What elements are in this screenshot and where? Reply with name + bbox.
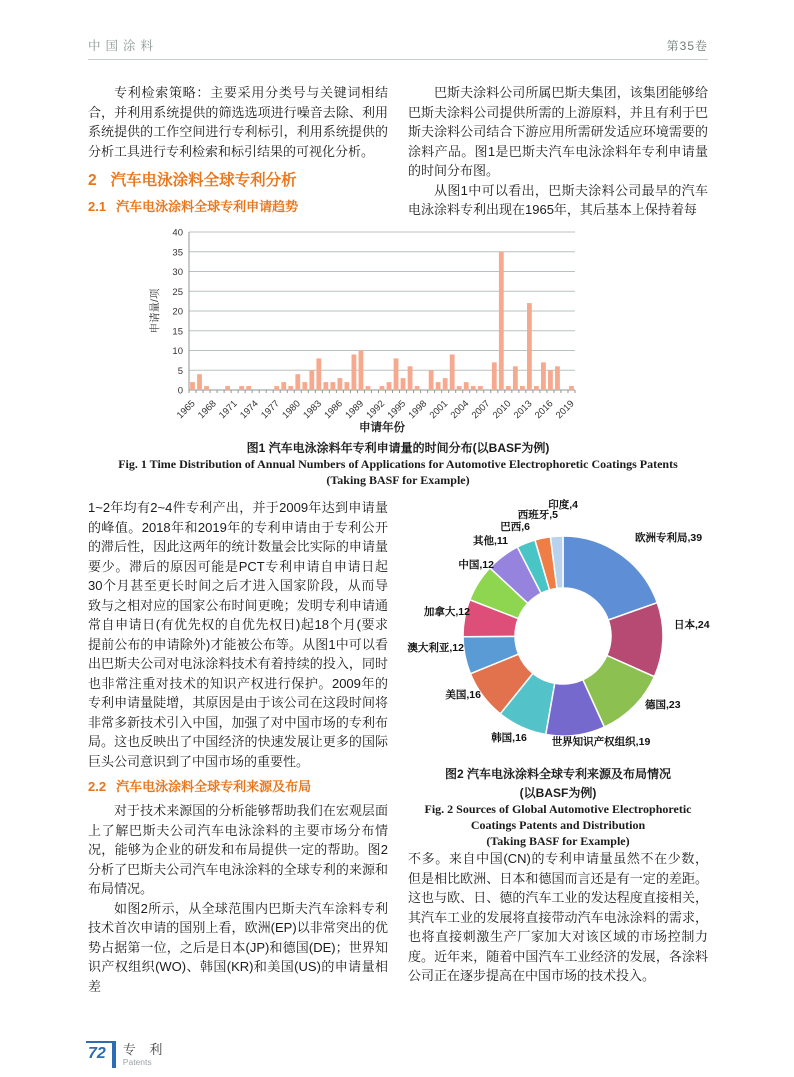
bar-2010 <box>506 386 511 390</box>
x-axis-title: 申请年份 <box>359 422 405 434</box>
fig1-intro-paragraph: 从图1中可以看出，巴斯夫涂料公司最早的汽车电泳涂料专利出现在1965年，其后基本上保持着每 <box>408 182 708 217</box>
section-2-1-heading <box>88 198 388 216</box>
x-tick-label: 2016 <box>532 398 556 422</box>
y-tick-label: 20 <box>172 306 183 318</box>
source-paragraph-1: 对于技术来源国的分析能够帮助我们在宏观层面上了解巴斯夫公司汽车电泳涂料的主要市场分布情况，能够为企业的研发和布局提供一定的帮助。图2分析了巴斯夫公司汽车电泳涂料的全球专利的来源和布局情况。 <box>88 803 388 896</box>
x-tick-label: 2004 <box>448 398 472 422</box>
section-2-2-heading <box>88 778 388 796</box>
bar-2008 <box>492 362 497 390</box>
bar-1995 <box>401 378 406 390</box>
footer-section-zh: 专 利 <box>122 1042 168 1057</box>
donut-label-7: 加拿大,12 <box>423 606 470 618</box>
right-column-bottom <box>408 498 708 996</box>
bottom-two-columns <box>88 498 708 996</box>
section-2-1-title: 汽车电泳涂料全球专利申请趋势 <box>116 199 299 214</box>
bar-1967 <box>204 386 209 390</box>
x-tick-label: 1986 <box>322 398 346 422</box>
bar-1990 <box>366 386 371 390</box>
x-tick-label: 1980 <box>280 398 303 422</box>
section-2-2-number: 2.2 <box>88 779 107 794</box>
fig2-captions <box>408 766 708 849</box>
section-2-2-title: 汽车电泳涂料全球专利来源及布局 <box>116 779 312 794</box>
bar-1981 <box>302 382 307 390</box>
bar-2000 <box>436 382 441 390</box>
fig2-caption-zh-2: (以BASF为例) <box>519 786 597 800</box>
figure-1 <box>88 225 708 488</box>
y-tick-label: 0 <box>177 385 183 397</box>
x-tick-label: 1992 <box>364 398 388 422</box>
right-column-top <box>408 83 708 221</box>
bar-2001 <box>443 378 448 390</box>
bar-2013 <box>527 303 532 390</box>
bar-1989 <box>359 351 364 391</box>
page-content <box>88 36 708 996</box>
x-tick-label: 2019 <box>553 398 577 422</box>
bar-1965 <box>190 382 195 390</box>
bar-1982 <box>309 370 314 390</box>
donut-label-0: 欧洲专利局,39 <box>635 532 703 544</box>
footer-section-label <box>123 1041 168 1067</box>
donut-label-1: 日本,24 <box>674 619 710 631</box>
bar-1996 <box>408 366 413 390</box>
x-tick-label: 1968 <box>195 398 219 422</box>
y-tick-label: 15 <box>172 326 183 338</box>
basf-paragraph: 巴斯夫涂料公司所属巴斯夫集团，该集团能够给巴斯夫涂料公司提供所需的上游原料，并且有利于巴斯夫涂料公司结合下游应用所需研发适应环境需要的涂料产品。图1是巴斯夫汽车电泳涂料年专利申请量的时间分布图。 <box>408 85 708 178</box>
bar-2004 <box>464 382 469 390</box>
x-tick-label: 1995 <box>385 398 409 422</box>
bar-2009 <box>499 252 504 390</box>
bar-2019 <box>569 386 574 390</box>
fig2-caption-en-3: (Taking BASF for Example) <box>486 834 630 848</box>
bar-1999 <box>429 370 434 390</box>
donut-label-5: 美国,16 <box>445 689 481 701</box>
bar-1988 <box>352 354 357 390</box>
x-tick-label: 1971 <box>217 398 240 422</box>
fig1-caption-zh: 图1 汽车电泳涂料年专利申请量的时间分布(以BASF为例) <box>246 441 550 455</box>
trend-continuation-paragraph: 1~2年均有2~4件专利产出，并于2009年达到申请量的峰值。2018年和2019年的专利申请由于专利公开的滞后性，因此这两年的统计数量会比实际的申请量要少。滞后的原因可能是PCT专利申请自申请日起30个月甚至更长时间之后才进入国家阶段，从而导致与之相对应的国家公布时间更晚；发明专利申请通常自申请日(有优先权的自优先权日)起18个月(要求提前公布的申请除外)才能被公布等。从图1中可以看出巴斯夫公司对电泳涂料技术有着持续的投入，同时也非常注重对技术的知识产权进行保护。2009年的专利申请量陡增，其原因是由于该公司在这段时间将非常多新技术引入中国，加强了对中国市场的专利布局。这也反映出了中国经济的快速发展让更多的国际巨头公司意识到了中国市场的重要性。 <box>88 500 388 769</box>
bar-1983 <box>316 358 321 390</box>
x-tick-label: 1989 <box>343 398 367 422</box>
donut-label-11: 西班牙,5 <box>517 509 558 521</box>
bar-2003 <box>457 386 462 390</box>
y-tick-label: 10 <box>172 346 183 357</box>
bar-1980 <box>295 374 300 390</box>
source-continuation-paragraph: 不多。来自中国(CN)的专利申请量虽然不在少数，但是相比欧洲、日本和德国而言还是有一定的差距。这也与欧、日、德的汽车工业的发达程度直接相关，其汽车工业的发展将直接带动汽车电泳涂料的需求，也将直接刺激生产厂家加大对该区域的市场控制力度。近年来，随着中国汽车工业经济的发展，各涂料公司正在逐步提高在中国市场的技术投入。 <box>408 851 708 983</box>
bar-1972 <box>239 386 244 390</box>
bar-2017 <box>555 366 560 390</box>
bar-2015 <box>541 362 546 390</box>
y-tick-label: 25 <box>172 286 183 298</box>
bar-1978 <box>281 382 286 390</box>
bar-1966 <box>197 374 202 390</box>
bar-1994 <box>394 358 399 390</box>
page-footer <box>86 1041 167 1068</box>
x-tick-label: 2010 <box>490 398 514 422</box>
donut-label-3: 世界知识产权组织,19 <box>551 736 651 748</box>
x-tick-label: 2001 <box>427 398 451 422</box>
fig1-caption-en-2: (Taking BASF for Example) <box>326 473 470 487</box>
y-tick-label: 5 <box>177 365 183 377</box>
fig2-caption-en-2: Coatings Patents and Distribution <box>470 818 646 832</box>
y-axis-title: 申请量/项 <box>149 288 161 334</box>
bar-2006 <box>478 386 483 390</box>
bar-2005 <box>471 386 476 390</box>
bar-1992 <box>380 386 385 390</box>
x-tick-label: 1983 <box>301 398 324 422</box>
y-tick-label: 30 <box>172 267 183 278</box>
bar-2002 <box>450 354 455 390</box>
page-header <box>88 36 708 60</box>
donut-label-4: 韩国,16 <box>491 732 527 744</box>
source-paragraph-2: 如图2所示，从全球范围内巴斯夫汽车涂料专利技术首次申请的国别上看，欧洲(EP)以非常突出的优势占据第一位，之后是日本(JP)和德国(DE)；世界知识产权组织(WO)、韩国(KR)和美国(US)的申请量相差 <box>88 900 388 994</box>
top-two-columns <box>88 83 708 221</box>
left-column-bottom <box>88 498 388 996</box>
x-tick-label: 1965 <box>174 398 198 422</box>
bar-1979 <box>288 386 293 390</box>
donut-label-2: 德国,23 <box>645 699 681 711</box>
bar-1986 <box>337 378 342 390</box>
bar-1984 <box>323 382 328 390</box>
footer-divider-bar <box>112 1041 116 1068</box>
donut-label-9: 其他,11 <box>472 535 508 547</box>
x-tick-label: 1974 <box>238 398 261 422</box>
fig1-caption-en-1: Fig. 1 Time Distribution of Annual Numbers of Applications for Automotive Electrophoretic Coatings Patents <box>118 457 678 471</box>
bar-1973 <box>246 386 251 390</box>
fig2-caption-zh-1: 图2 汽车电泳涂料全球专利来源及布局情况 <box>444 767 671 781</box>
bar-2012 <box>520 386 525 390</box>
bar-1987 <box>345 382 350 390</box>
bar-1977 <box>274 386 279 390</box>
donut-label-12: 印度,4 <box>548 499 578 511</box>
volume-number: 第35卷 <box>666 39 708 53</box>
intro-paragraph: 专利检索策略：主要采用分类号与关键词相结合，并利用系统提供的筛选选项进行噪音去除、利用系统提供的工作空间进行专利标引，利用系统提供的分析工具进行专利检索和标引结果的可视化分析。 <box>88 85 388 159</box>
y-tick-label: 35 <box>172 247 183 259</box>
x-tick-label: 1998 <box>406 398 430 422</box>
bar-1993 <box>387 382 392 390</box>
section-2-heading <box>88 170 388 191</box>
figure-2 <box>408 500 708 849</box>
bar-2014 <box>534 386 539 390</box>
bar-2011 <box>513 366 518 390</box>
section-2-1-number: 2.1 <box>88 199 107 214</box>
bar-2016 <box>548 370 553 390</box>
section-2-title: 汽车电泳涂料全球专利分析 <box>110 172 297 189</box>
donut-label-10: 巴西,6 <box>500 521 530 533</box>
page-number: 72 <box>86 1041 112 1067</box>
bar-1985 <box>330 382 335 390</box>
bar-1970 <box>225 386 230 390</box>
x-tick-label: 1977 <box>259 398 282 422</box>
x-tick-label: 2013 <box>511 398 535 422</box>
donut-label-6: 澳大利亚,12 <box>407 642 464 654</box>
bar-1997 <box>415 386 420 390</box>
x-tick-label: 2007 <box>469 398 493 422</box>
fig2-caption-en-1: Fig. 2 Sources of Global Automotive Electrophoretic <box>424 802 692 816</box>
footer-section-en: Patents <box>122 1057 152 1067</box>
donut-label-8: 中国,12 <box>458 559 494 571</box>
fig2-donut-chart <box>408 500 711 762</box>
section-2-number: 2 <box>88 172 97 189</box>
fig1-bar-chart <box>88 225 708 437</box>
left-column-top <box>88 83 388 221</box>
y-tick-label: 40 <box>172 227 183 239</box>
journal-name: 中国涂料 <box>88 39 159 53</box>
